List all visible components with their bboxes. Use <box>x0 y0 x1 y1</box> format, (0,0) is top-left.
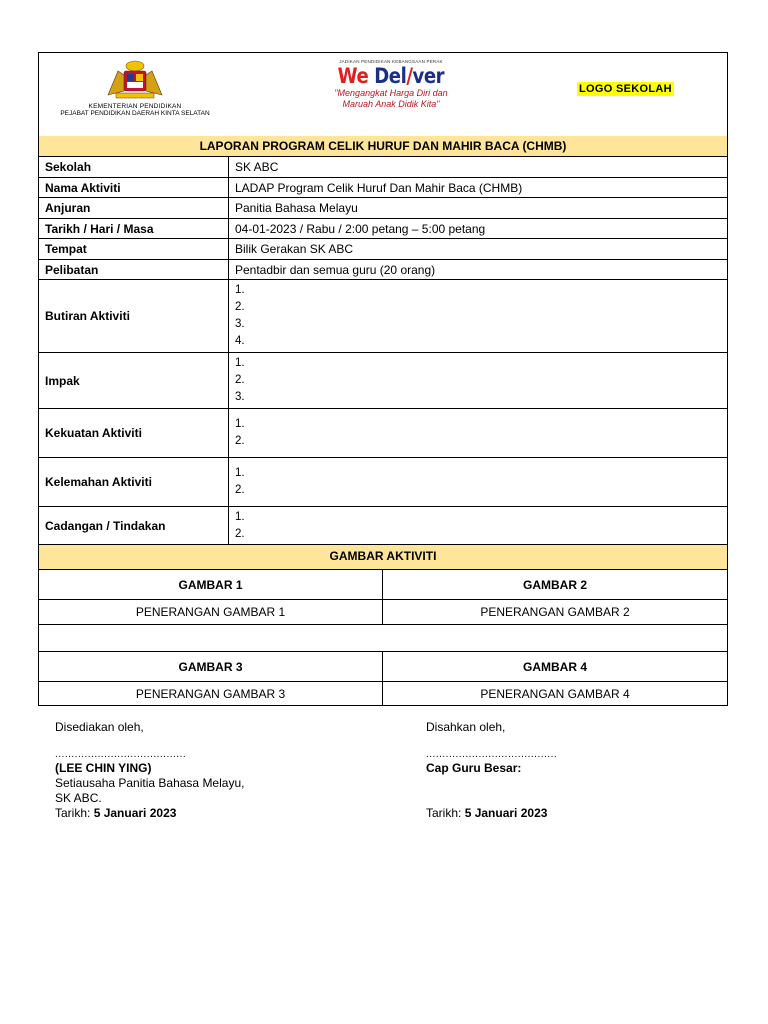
row-label: Sekolah <box>39 157 229 177</box>
brand-tagline-line1: "Mengangkat Harga Diri dan <box>334 88 448 98</box>
row-anjuran <box>39 198 727 219</box>
row-nama-aktiviti <box>39 178 727 198</box>
row-label: Butiran Aktiviti <box>39 280 229 352</box>
numbered-list <box>229 507 727 544</box>
school-logo-placeholder: LOGO SEKOLAH <box>579 83 672 95</box>
brand-tagline-line2: Maruah Anak Didik Kita" <box>342 99 440 109</box>
row-pelibatan <box>39 260 727 280</box>
brand-slash: / <box>406 64 413 88</box>
date-value: 5 Januari 2023 <box>93 806 177 820</box>
list-item: 1. <box>235 284 245 296</box>
row-kekuatan-aktiviti <box>39 409 727 458</box>
row-value: Bilik Gerakan SK ABC <box>235 242 354 256</box>
row-label: Impak <box>39 353 229 408</box>
row-label: Pelibatan <box>39 260 229 279</box>
row-tarikh <box>39 219 727 239</box>
brand-wordmark <box>338 64 444 88</box>
ministry-block <box>39 59 231 117</box>
picture-spacer-row <box>39 625 727 652</box>
row-label: Tarikh / Hari / Masa <box>39 219 229 238</box>
row-value: Pentadbir dan semua guru (20 orang) <box>235 262 436 277</box>
list-item: 1. <box>235 357 245 369</box>
picture-caption-row-2 <box>39 682 727 705</box>
prepared-by-block <box>55 720 244 821</box>
date-label: Tarikh: <box>426 806 465 820</box>
row-label: Tempat <box>39 239 229 259</box>
list-item: 1. <box>235 418 245 430</box>
date-value: 5 Januari 2023 <box>464 806 548 820</box>
list-item: 2. <box>235 435 245 447</box>
list-item: 2. <box>235 374 245 386</box>
row-tempat <box>39 239 727 260</box>
preparer-organisation: SK ABC. <box>55 791 102 805</box>
preparer-position: Setiausaha Panitia Bahasa Melayu, <box>55 776 245 790</box>
picture-title-row-2 <box>39 652 727 682</box>
list-item: 3. <box>235 391 245 403</box>
signature-line: ........................................ <box>426 749 558 760</box>
row-label: Kekuatan Aktiviti <box>39 409 229 457</box>
district-office-name: PEJABAT PENDIDIKAN DAERAH KINTA SELATAN <box>60 110 210 117</box>
row-value: LADAP Program Celik Huruf Dan Mahir Baca (CHMB) <box>235 180 523 195</box>
list-item: 2. <box>235 301 245 313</box>
numbered-list <box>229 353 727 408</box>
coat-of-arms-icon <box>102 59 168 101</box>
headmaster-stamp-label: Cap Guru Besar: <box>426 761 522 775</box>
ministry-name: KEMENTERIAN PENDIDIKAN <box>88 103 182 110</box>
row-sekolah <box>39 157 727 178</box>
brand-ver: ver <box>412 64 445 88</box>
picture-title-row-1 <box>39 570 727 600</box>
prepared-by-heading: Disediakan oleh, <box>55 720 144 734</box>
row-label: Anjuran <box>39 198 229 218</box>
prepared-date <box>55 806 244 821</box>
we-deliver-logo <box>301 59 481 110</box>
row-impak <box>39 353 727 409</box>
numbered-list <box>229 280 727 352</box>
picture-caption: PENERANGAN GAMBAR 1 <box>39 600 383 624</box>
report-form <box>38 52 728 706</box>
list-item: 3. <box>235 318 245 330</box>
picture-title: GAMBAR 4 <box>522 659 587 674</box>
approved-by-block <box>426 720 557 821</box>
brand-del: Del <box>374 64 407 88</box>
row-kelemahan-aktiviti <box>39 458 727 507</box>
list-item: 1. <box>235 510 245 523</box>
picture-caption-row-1 <box>39 600 727 625</box>
row-value: SK ABC <box>235 160 279 174</box>
picture-title: GAMBAR 3 <box>39 652 383 681</box>
row-value: 04-01-2023 / Rabu / 2:00 petang – 5:00 petang <box>235 221 486 236</box>
report-title: LAPORAN PROGRAM CELIK HURUF DAN MAHIR BACA (CHMB) <box>39 136 727 157</box>
preparer-name: (LEE CHIN YING) <box>55 761 152 775</box>
brand-top-text: JADIKAN PENDIDIKAN KEBANGSAAN PERAK <box>339 59 443 64</box>
list-item: 1. <box>235 467 245 479</box>
numbered-list <box>229 458 727 506</box>
picture-caption: PENERANGAN GAMBAR 3 <box>39 682 383 705</box>
numbered-list <box>229 409 727 457</box>
picture-caption: PENERANGAN GAMBAR 2 <box>480 605 630 619</box>
row-value: Panitia Bahasa Melayu <box>235 201 358 215</box>
brand-we: We <box>337 64 369 88</box>
row-label: Cadangan / Tindakan <box>39 507 229 544</box>
list-item: 2. <box>235 527 245 540</box>
picture-caption: PENERANGAN GAMBAR 4 <box>480 686 630 701</box>
list-item: 2. <box>235 484 245 496</box>
picture-title: GAMBAR 1 <box>39 570 383 599</box>
gallery-title: GAMBAR AKTIVITI <box>39 545 727 570</box>
signature-line: ........................................ <box>55 749 187 760</box>
picture-title: GAMBAR 2 <box>522 577 587 592</box>
row-label: Nama Aktiviti <box>39 178 229 197</box>
report-header <box>39 53 727 137</box>
approved-by-heading: Disahkan oleh, <box>426 720 506 734</box>
row-butiran-aktiviti <box>39 280 727 353</box>
approved-date <box>426 806 557 821</box>
row-cadangan-tindakan <box>39 507 727 545</box>
date-label: Tarikh: <box>55 806 94 820</box>
row-label: Kelemahan Aktiviti <box>39 458 229 506</box>
list-item: 4. <box>235 335 245 347</box>
